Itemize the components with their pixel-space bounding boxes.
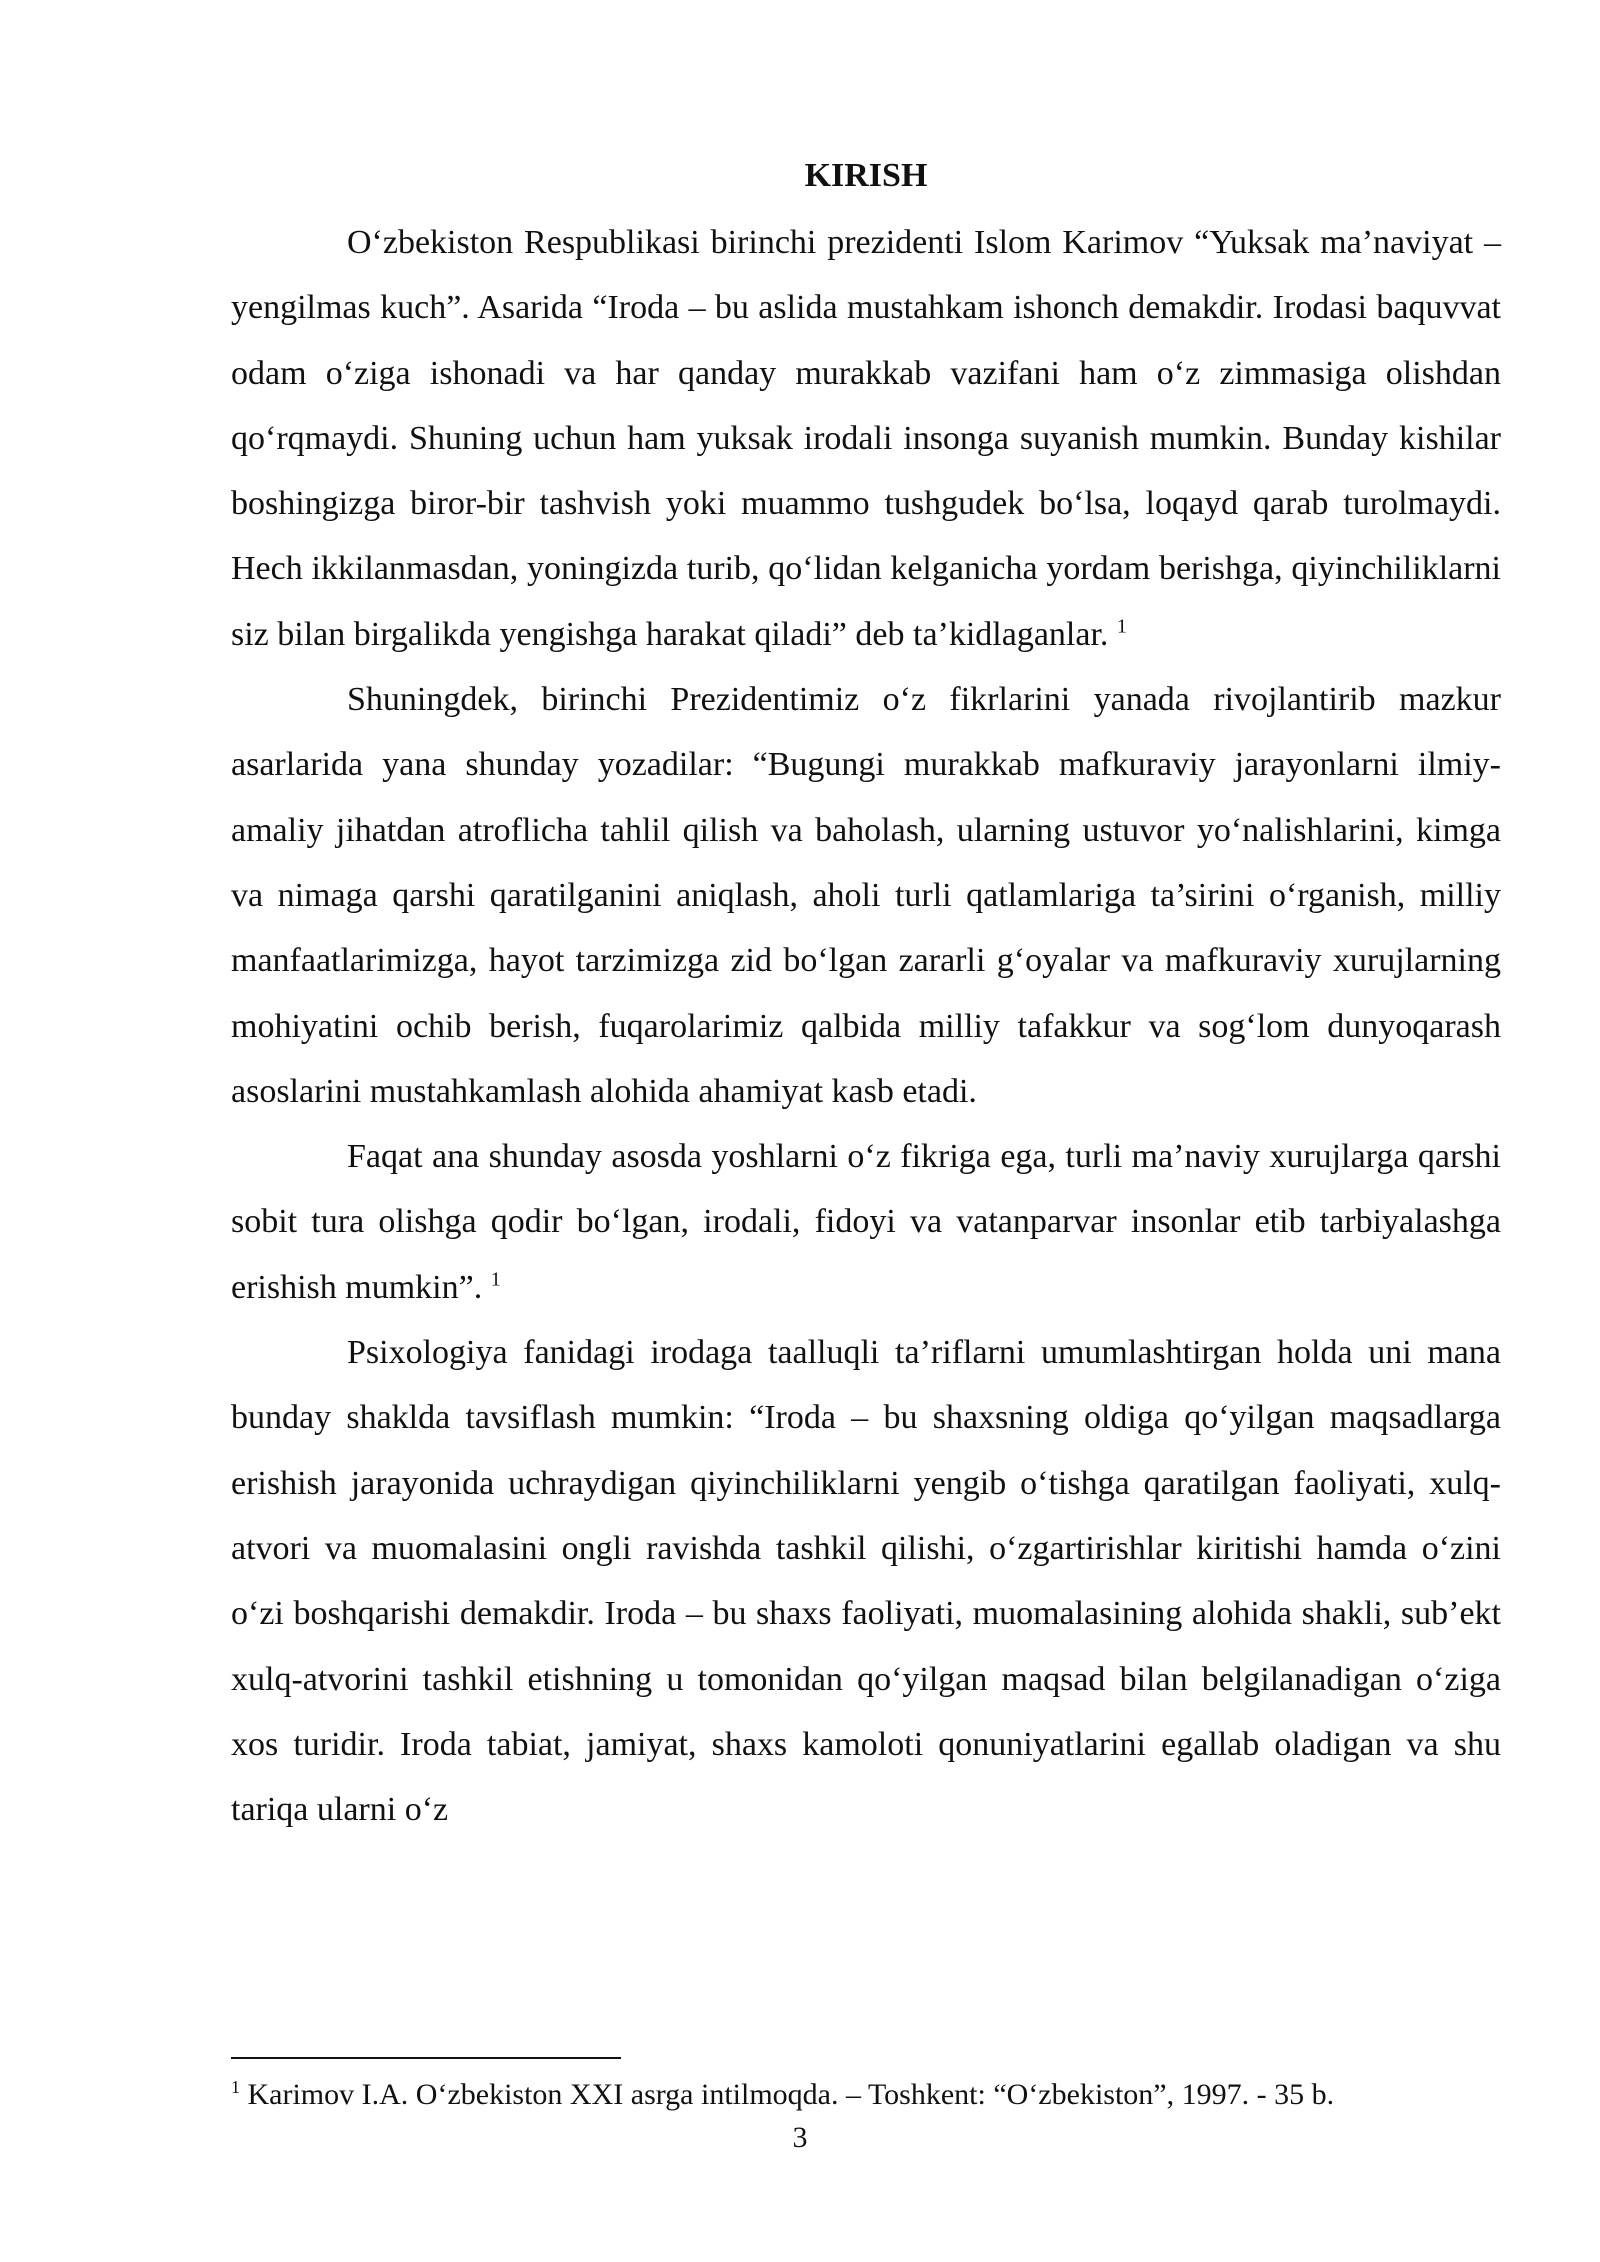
footnote-separator bbox=[231, 2057, 621, 2059]
document-title: KIRISH bbox=[804, 157, 928, 194]
footnote-ref-2[interactable]: 1 bbox=[490, 1268, 501, 1291]
paragraph-2-text: Shuningdek, birinchi Prezidentimiz o‘z fikrlarini yanada rivojlantirib mazkur asarlarida yana shunday yozadilar: “Bugungi murakkab mafkuraviy jarayonlarni ilmiy-amaliy jihatdan atroflicha tahlil qilish va baholash, ularning ustuvor yo‘nalishlarini, kimga va nimaga qarshi qaratilganini aniqlash, aholi turli qatlamlariga ta’sirini o‘rganish, milliy manfaatlarimizga, hayot tarzimizga zid bo‘lgan zararli g‘oyalar va mafkuraviy xurujlarning mohiyatini ochib berish, fuqarolarimiz qalbida milliy tafakkur va sog‘lom dunyoqarash asoslarini mustahkamlash alohida ahamiyat kasb etadi. bbox=[231, 681, 1501, 1110]
paragraph-3-text: Faqat ana shunday asosda yoshlarni o‘z fikriga ega, turli ma’naviy xurujlarga qarshi sobit tura olishga qodir bo‘lgan, irodali, fidoyi va vatanparvar insonlar etib tarbiyalashga erishish mumkin”. bbox=[231, 1138, 1501, 1306]
footnote-marker: 1 bbox=[231, 2077, 240, 2097]
footnote-ref-1[interactable]: 1 bbox=[1116, 615, 1127, 638]
footnote bbox=[231, 2075, 1334, 2115]
footnote-text: Karimov I.A. O‘zbekiston XXI asrga intilmoqda. – Toshkent: “O‘zbekiston”, 1997. - 35 b. bbox=[247, 2078, 1335, 2111]
page-body bbox=[231, 150, 1501, 1842]
paragraph-2 bbox=[231, 667, 1501, 1124]
paragraph-1-text: O‘zbekiston Respublikasi birinchi prezidenti Islom Karimov “Yuksak ma’naviyat – yengilmas kuch”. Asarida “Iroda – bu aslida mustahkam ishonch demakdir. Irodasi baquvvat odam o‘ziga ishonadi va har qanday murakkab vazifani ham o‘z zimmasiga olishdan qo‘rqmaydi. Shuning uchun ham yuksak irodali insonga suyanish mumkin. Bunday kishilar boshingizga biror-bir tashvish yoki muammo tushgudek bo‘lsa, loqayd qarab turolmaydi. Hech ikkilanmasdan, yoningizda turib, qo‘lidan kelganicha yordam berishga, qiyinchiliklarni siz bilan birgalikda yengishga harakat qiladi” deb ta’kidlaganlar. bbox=[231, 224, 1501, 653]
paragraph-3 bbox=[231, 1124, 1501, 1320]
paragraph-1 bbox=[231, 210, 1501, 667]
paragraph-4 bbox=[231, 1320, 1501, 1842]
page-number: 3 bbox=[792, 2121, 808, 2154]
paragraph-4-text: Psixologiya fanidagi irodaga taalluqli ta’riflarni umumlashtirgan holda uni mana bunday shaklda tavsiflash mumkin: “Iroda – bu shaxsning oldiga qo‘yilgan maqsadlarga erishish jarayonida uchraydigan qiyinchiliklarni yengib o‘tishga qaratilgan faoliyati, xulq-atvori va muomalasini ongli ravishda tashkil qilishi, o‘zgartirishlar kiritishi hamda o‘zini o‘zi boshqarishi demakdir. Iroda – bu shaxs faoliyati, muomalasining alohida shakli, sub’ekt xulq-atvorini tashkil etishning u tomonidan qo‘yilgan maqsad bilan belgilanadigan o‘ziga xos turidir. Iroda tabiat, jamiyat, shaxs kamoloti qonuniyatlarini egallab oladigan va shu tariqa ularni o‘z bbox=[231, 1334, 1501, 1829]
